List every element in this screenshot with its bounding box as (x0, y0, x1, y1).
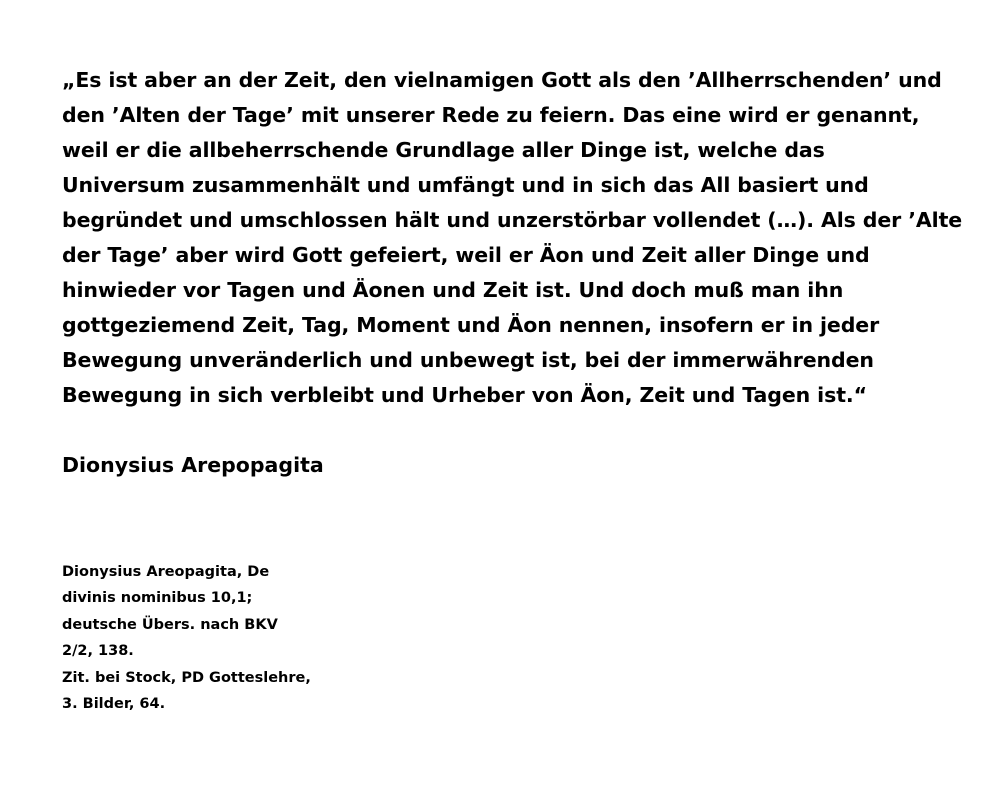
citation-line: divinis nominibus 10,1; (62, 590, 253, 607)
quote-text (62, 63, 962, 413)
quote-line: begründet und umschlossen hält und unzerstörbar vollendet (…). Als der ’Alte (62, 208, 963, 232)
quote-line: Bewegung in sich verbleibt und Urheber von Äon, Zeit und Tagen ist.“ (62, 383, 867, 407)
source-citation (62, 559, 311, 717)
quote-line: gottgeziemend Zeit, Tag, Moment und Äon nennen, insofern er in jeder (62, 313, 880, 337)
citation-line: 3. Bilder, 64. (62, 696, 166, 713)
quote-author: Dionysius Arepopagita (62, 453, 324, 477)
quote-line: Bewegung unveränderlich und unbewegt ist, bei der immerwährenden (62, 348, 874, 372)
quote-line: der Tage’ aber wird Gott gefeiert, weil er Äon und Zeit aller Dinge und (62, 243, 870, 267)
citation-line: Dionysius Areopagita, De (62, 564, 270, 580)
quote-line: hinwieder vor Tagen und Äonen und Zeit ist. Und doch muß man ihn (62, 278, 844, 302)
quote-line: Universum zusammenhält und umfängt und in sich das All basiert und (62, 173, 869, 197)
citation-line: Zit. bei Stock, PD Gotteslehre, (62, 669, 311, 686)
quote-line: „Es ist aber an der Zeit, den vielnamigen Gott als den ’Allherrschenden’ und (62, 68, 942, 92)
quote-line: den ’Alten der Tage’ mit unserer Rede zu feiern. Das eine wird er genannt, (62, 103, 920, 127)
quote-line: weil er die allbeherrschende Grundlage aller Dinge ist, welche das (62, 138, 825, 162)
citation-line: deutsche Übers. nach BKV (62, 616, 278, 633)
citation-line: 2/2, 138. (62, 643, 134, 660)
